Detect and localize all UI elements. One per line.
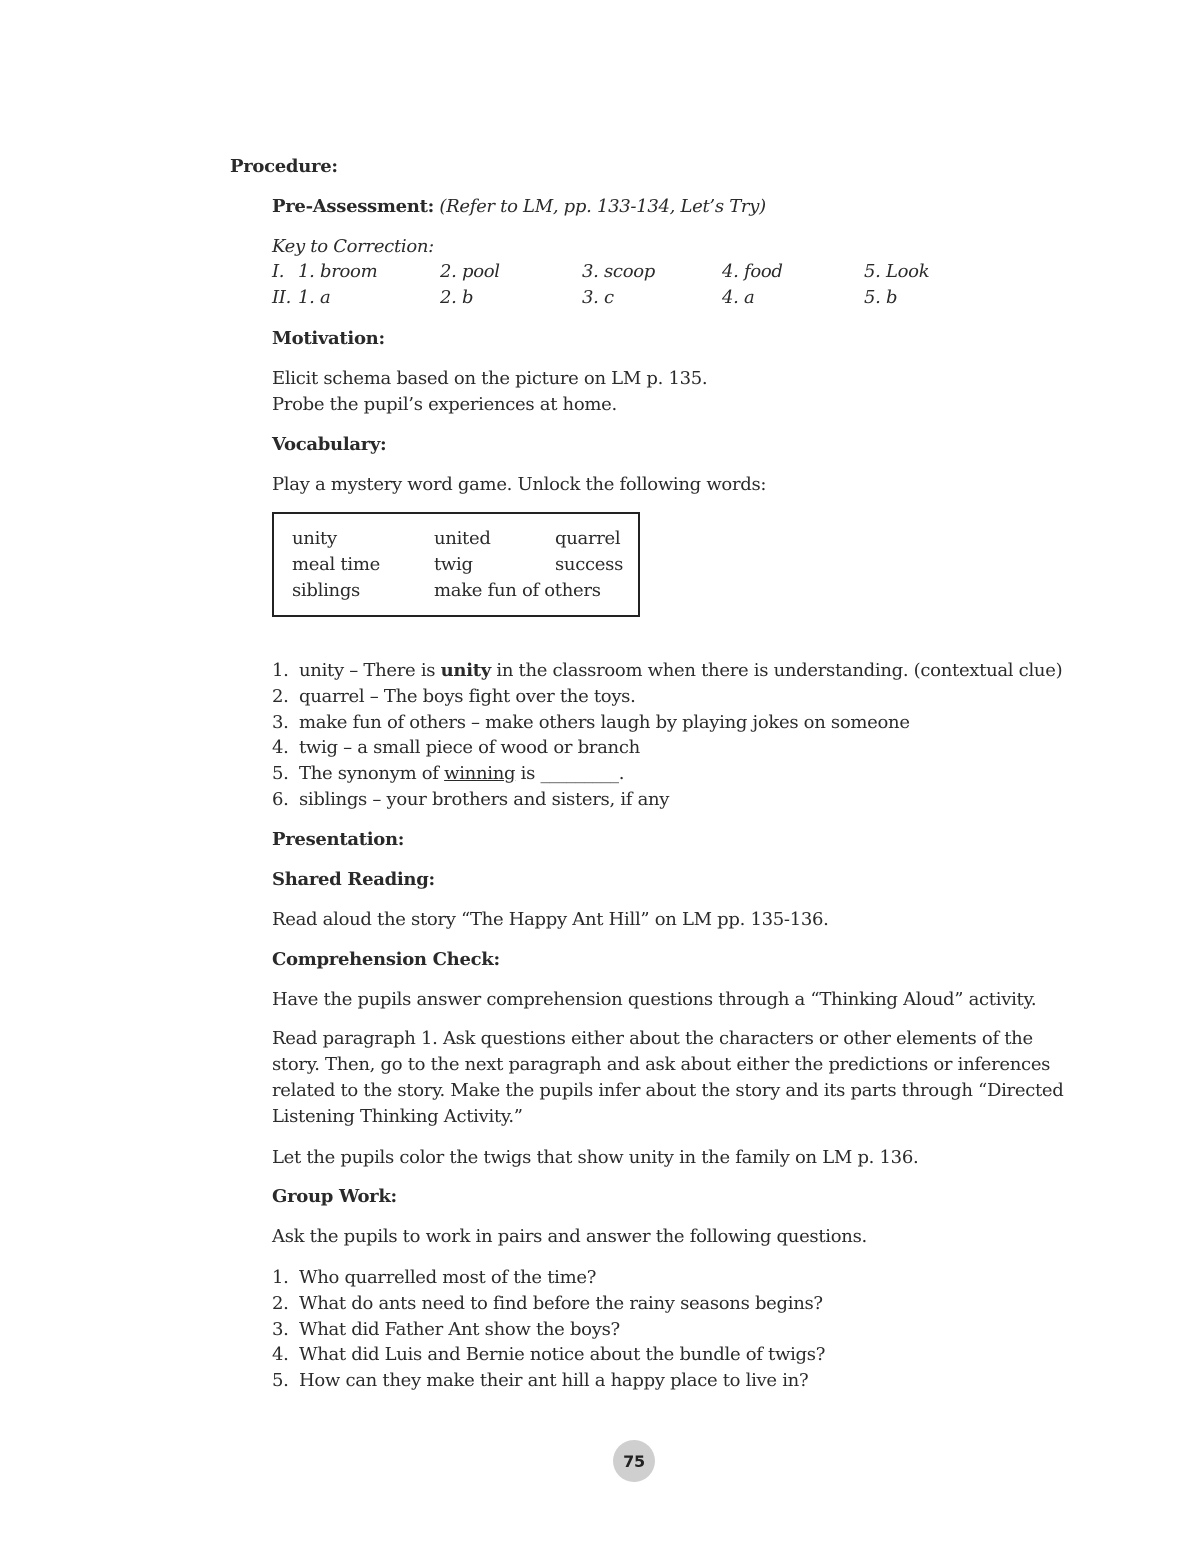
question-text: Who quarrelled most of the time? (299, 1267, 597, 1288)
pre-assessment-label: Pre-Assessment: (272, 196, 434, 217)
item-text: make fun of others – make others laugh by playing jokes on someone (299, 711, 910, 733)
vocabulary-word-box (272, 512, 640, 617)
key-answer: 4. a (722, 287, 755, 308)
item-text: siblings – your brothers and sisters, if any (299, 788, 670, 810)
question-text: How can they make their ant hill a happy place to live in? (299, 1370, 809, 1392)
pre-assessment (272, 196, 766, 217)
list-number: 2. (272, 685, 289, 707)
item-text: is _________. (515, 763, 625, 785)
list-number: 2. (272, 1292, 289, 1314)
key-answer: 2. pool (440, 261, 500, 282)
motivation-heading: Motivation: (272, 328, 385, 349)
list-item (272, 1317, 825, 1343)
group-work-questions (272, 1265, 825, 1394)
vocab-word: united (434, 528, 491, 549)
list-item (272, 658, 1062, 684)
vocab-word: make fun of others (434, 580, 601, 601)
list-number: 1. (272, 1267, 289, 1288)
comprehension-paragraph: Have the pupils answer comprehension questions through a “Thinking Aloud” activity. (272, 989, 1037, 1010)
vocab-word: unity (292, 528, 337, 549)
list-item (272, 684, 1062, 710)
key-to-correction-label: Key to Correction: (272, 236, 434, 257)
presentation-heading: Presentation: (272, 829, 405, 850)
key-answer: 3. c (582, 287, 614, 308)
key-answer: 5. Look (864, 261, 930, 282)
list-number: 3. (272, 711, 289, 733)
shared-reading-heading: Shared Reading: (272, 869, 435, 890)
question-text: What did Father Ant show the boys? (299, 1318, 620, 1340)
comprehension-line: related to the story. Make the pupils infer about the story and its parts through “Directed (272, 1080, 1064, 1101)
list-item (272, 787, 1062, 813)
vocab-word: siblings (292, 580, 360, 601)
list-item (272, 1265, 825, 1291)
comprehension-paragraph: Let the pupils color the twigs that show unity in the family on LM p. 136. (272, 1147, 919, 1168)
item-text: quarrel – The boys fight over the toys. (299, 685, 636, 707)
vocabulary-intro: Play a mystery word game. Unlock the following words: (272, 474, 767, 495)
item-text: twig – a small piece of wood or branch (299, 737, 640, 759)
vocab-word: success (555, 554, 624, 575)
key-answer: 3. scoop (582, 261, 656, 282)
list-number: 1. (272, 660, 289, 681)
item-text: in the classroom when there is understanding. (contextual clue) (490, 660, 1063, 681)
key-answer: 1. a (298, 287, 331, 308)
item-text: unity – There is (299, 660, 441, 681)
question-text: What did Luis and Bernie notice about the bundle of twigs? (299, 1344, 826, 1366)
page-number-badge (613, 1440, 655, 1482)
shared-reading-text: Read aloud the story “The Happy Ant Hill” on LM pp. 135-136. (272, 909, 829, 930)
list-number: 4. (272, 737, 289, 759)
list-item (272, 761, 1062, 787)
comprehension-line: Read paragraph 1. Ask questions either about the characters or other elements of the (272, 1028, 1033, 1049)
vocabulary-heading: Vocabulary: (272, 434, 387, 455)
list-item (272, 1342, 825, 1368)
vocabulary-list (272, 658, 1062, 813)
comprehension-line: story. Then, go to the next paragraph and ask about either the predictions or inferences (272, 1054, 1051, 1075)
key-answer: 4. food (722, 261, 783, 282)
question-text: What do ants need to find before the rainy seasons begins? (299, 1292, 823, 1314)
list-number: 5. (272, 763, 289, 785)
item-underlined-word: winning (444, 763, 516, 785)
key-answer: 2. b (440, 287, 474, 308)
motivation-line: Probe the pupil’s experiences at home. (272, 394, 617, 415)
group-work-heading: Group Work: (272, 1186, 397, 1207)
list-number: 6. (272, 788, 289, 810)
key-roman: II. (272, 287, 292, 308)
item-bold-word: unity (440, 660, 491, 681)
key-answer: 1. broom (298, 261, 378, 282)
group-work-intro: Ask the pupils to work in pairs and answer the following questions. (272, 1226, 867, 1247)
list-number: 5. (272, 1370, 289, 1392)
vocab-word: quarrel (555, 528, 621, 549)
motivation-line: Elicit schema based on the picture on LM p. 135. (272, 368, 708, 389)
list-item (272, 735, 1062, 761)
page-number: 75 (623, 1451, 645, 1471)
list-number: 4. (272, 1344, 289, 1366)
key-roman: I. (272, 261, 285, 282)
comprehension-line: Listening Thinking Activity.” (272, 1106, 523, 1127)
vocab-word: meal time (292, 554, 380, 575)
item-text: The synonym of (299, 763, 445, 785)
list-number: 3. (272, 1318, 289, 1340)
key-answer: 5. b (864, 287, 898, 308)
comprehension-check-heading: Comprehension Check: (272, 949, 500, 970)
pre-assessment-ref: (Refer to LM, pp. 133-134, Let’s Try) (439, 196, 766, 217)
procedure-heading: Procedure: (230, 156, 338, 177)
list-item (272, 1368, 825, 1394)
list-item (272, 1291, 825, 1317)
list-item (272, 710, 1062, 736)
vocab-word: twig (434, 554, 473, 575)
